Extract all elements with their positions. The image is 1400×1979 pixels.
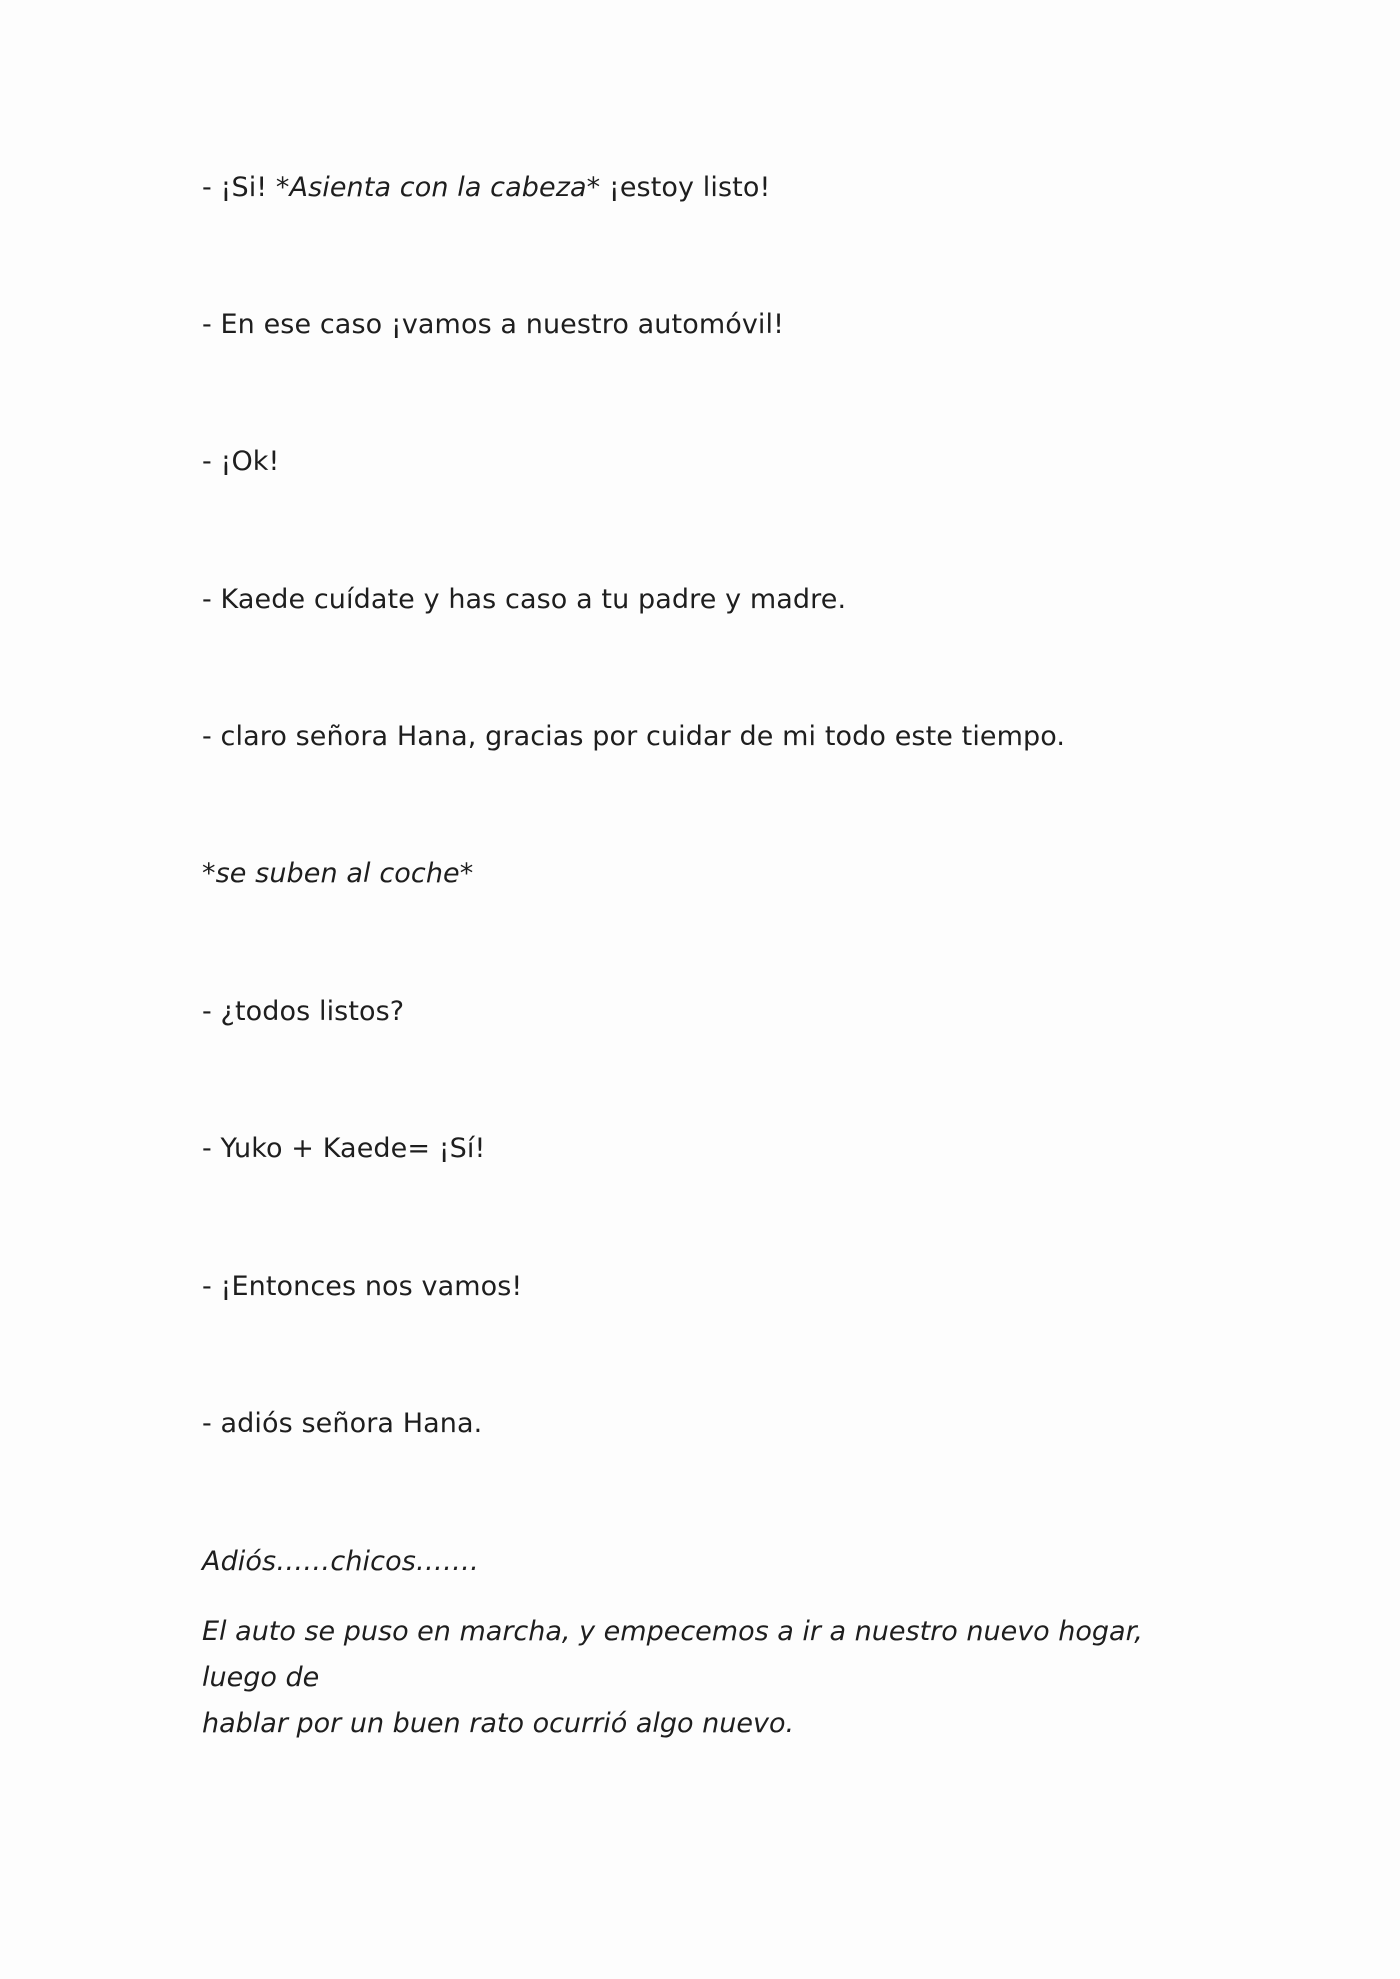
dialogue-text: - ¡Entonces nos vamos!: [202, 1271, 523, 1302]
dialogue-text: - Yuko + Kaede= ¡Sí!: [202, 1133, 486, 1164]
dialogue-line-4: [202, 583, 846, 617]
dialogue-line-9: [202, 1407, 482, 1441]
closing-paragraph-line-1: El auto se puso en marcha, y empecemos a ir a nuestro nuevo hogar, luego de: [202, 1616, 1143, 1693]
closing-paragraph: [202, 1609, 1202, 1747]
dialogue-line-1: [202, 171, 770, 205]
dialogue-text: - ¡Si!: [202, 172, 276, 203]
dialogue-text: - En ese caso ¡vamos a nuestro automóvil!: [202, 309, 785, 340]
closing-paragraph-line-2: hablar por un buen rato ocurrió algo nuevo.: [202, 1708, 795, 1739]
dialogue-line-3: [202, 445, 279, 479]
dialogue-text: - adiós señora Hana.: [202, 1408, 483, 1439]
farewell-text: Adiós……chicos…….: [202, 1546, 479, 1577]
farewell-line: [202, 1545, 479, 1579]
dialogue-line-6: [202, 995, 404, 1029]
stage-direction: *Asienta con la cabeza*: [275, 172, 601, 203]
dialogue-line-5: [202, 720, 1065, 754]
dialogue-text: - ¿todos listos?: [202, 996, 405, 1027]
dialogue-text: - ¡Ok!: [202, 446, 280, 477]
dialogue-text: - claro señora Hana, gracias por cuidar de mi todo este tiempo.: [202, 721, 1066, 752]
dialogue-text: - Kaede cuídate y has caso a tu padre y madre.: [202, 584, 847, 615]
stage-direction: *se suben al coche*: [202, 858, 474, 889]
dialogue-text: ¡estoy listo!: [600, 172, 771, 203]
dialogue-line-8: [202, 1270, 522, 1304]
dialogue-line-2: [202, 308, 784, 342]
dialogue-line-7: [202, 1132, 485, 1166]
stage-direction-line: [202, 857, 473, 891]
